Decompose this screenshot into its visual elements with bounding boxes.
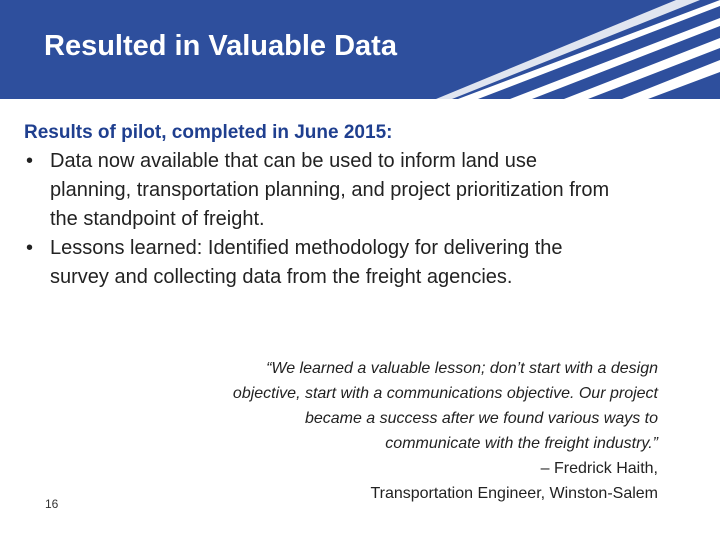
bullet-symbol: • xyxy=(26,237,34,259)
bullet-symbol: • xyxy=(26,150,34,172)
slide-content xyxy=(24,118,664,292)
bullet-item xyxy=(24,147,610,234)
bullet-list xyxy=(24,147,664,292)
quote-line: “We learned a valuable lesson; don’t start with a design xyxy=(266,360,658,377)
slide-title: Resulted in Valuable Data xyxy=(44,30,397,62)
bullet-text: Lessons learned: Identified methodology for delivering the survey and collecting data from the freight agencies. xyxy=(50,237,563,288)
header-banner xyxy=(0,0,720,99)
quote-block xyxy=(98,356,658,506)
bullet-text: Data now available that can be used to inform land use planning, transportation planning, and project prioritization from the standpoint of freight. xyxy=(50,150,610,230)
quote-attribution-title: Transportation Engineer, Winston-Salem xyxy=(370,485,658,502)
results-subhead: Results of pilot, completed in June 2015: xyxy=(24,122,393,143)
page-number: 16 xyxy=(45,497,59,511)
quote-line: became a success after we found various ways to xyxy=(304,410,658,427)
quote-line: objective, start with a communications objective. Our project xyxy=(232,385,658,402)
quote-line: communicate with the freight industry.” xyxy=(385,435,658,452)
quote-attribution-name: – Fredrick Haith, xyxy=(540,460,658,477)
bullet-item xyxy=(24,234,610,292)
